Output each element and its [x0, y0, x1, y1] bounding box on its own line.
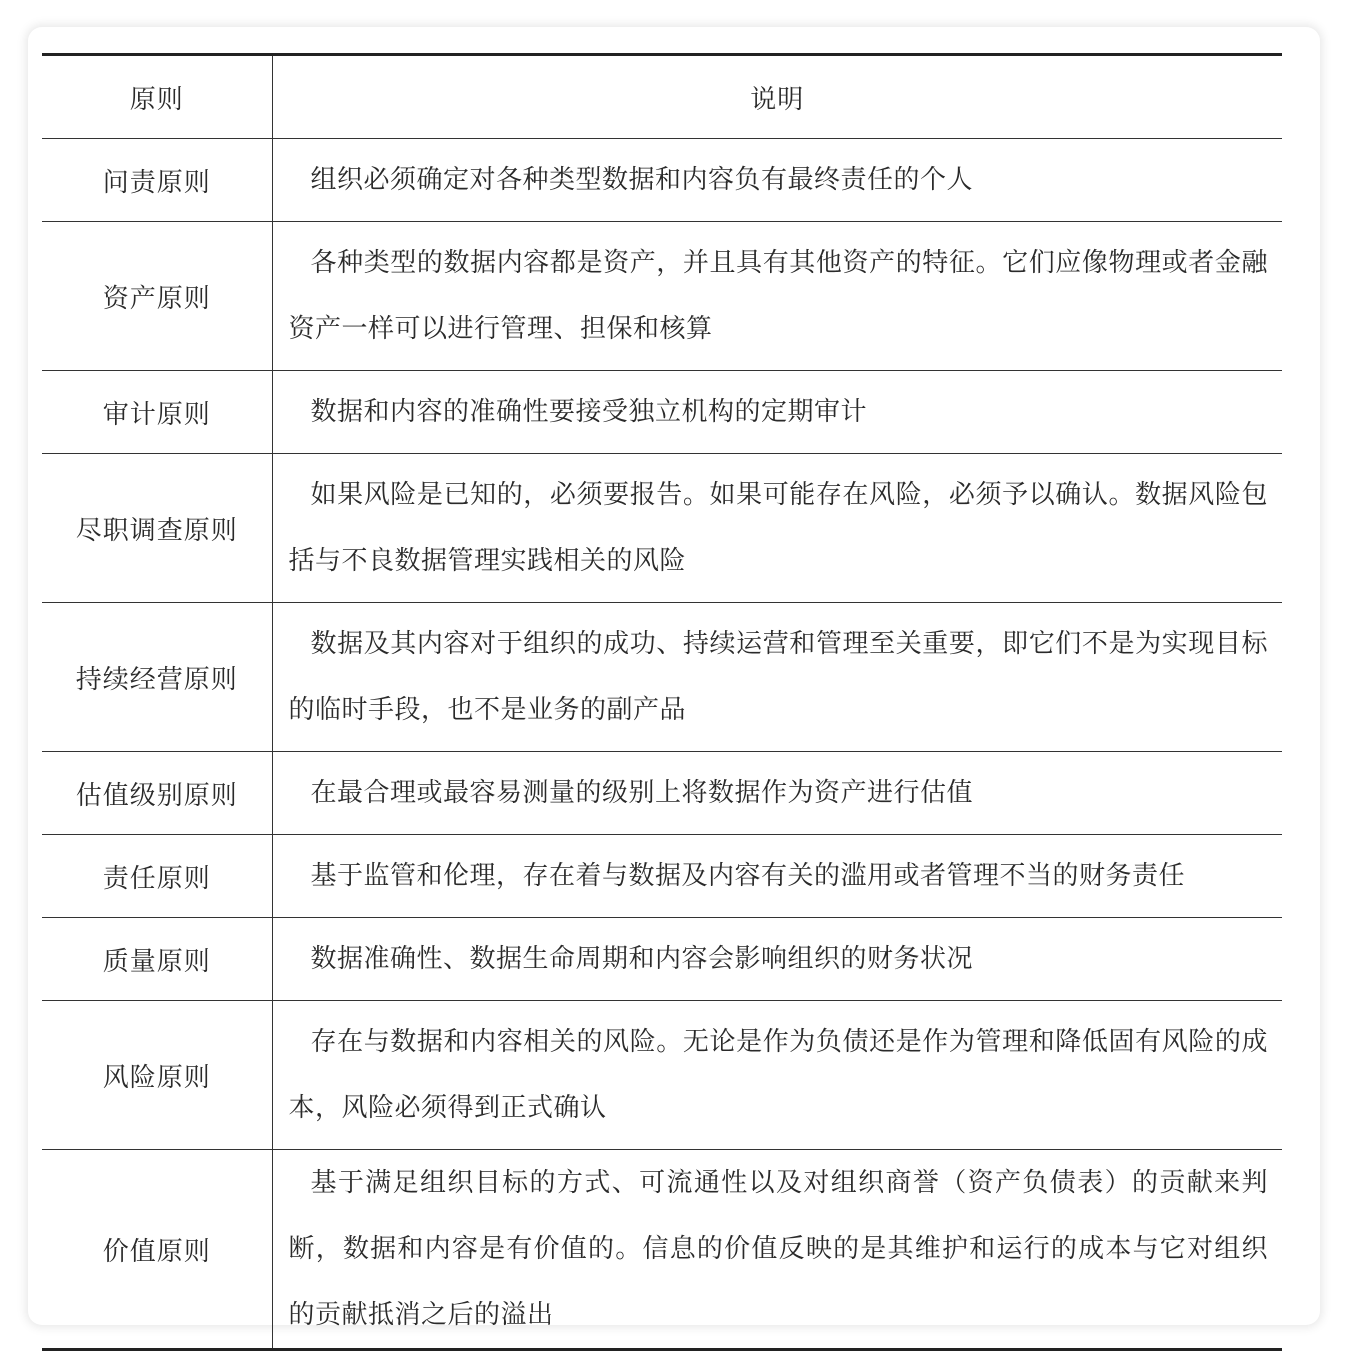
table-row: [42, 222, 1282, 371]
principle-description-text: 数据和内容的准确性要接受独立机构的定期审计: [310, 397, 868, 427]
principle-name: 质量原则: [42, 918, 272, 1001]
principle-description-text: 存在与数据和内容相关的风险。无论是作为负债还是作为管理和降低固有风险的成本，风险必须得到正式确认: [288, 1027, 1268, 1123]
principle-description: [272, 918, 1282, 1001]
principle-description-text: 各种类型的数据内容都是资产，并且具有其他资产的特征。它们应像物理或者金融资产一样可以进行管理、担保和核算: [288, 248, 1268, 344]
principle-description-text: 如果风险是已知的，必须要报告。如果可能存在风险，必须予以确认。数据风险包括与不良数据管理实践相关的风险: [288, 480, 1268, 576]
table-row: [42, 1150, 1282, 1350]
principle-description: [272, 1001, 1282, 1150]
principle-description-text: 数据准确性、数据生命周期和内容会影响组织的财务状况: [310, 944, 974, 974]
table-row: [42, 1001, 1282, 1150]
principle-description: [272, 371, 1282, 454]
principle-name: 审计原则: [42, 371, 272, 454]
principle-description: [272, 222, 1282, 371]
principle-name: 估值级别原则: [42, 752, 272, 835]
principle-name: 资产原则: [42, 222, 272, 371]
principle-name: 问责原则: [42, 139, 272, 222]
principle-description-text: 数据及其内容对于组织的成功、持续运营和管理至关重要，即它们不是为实现目标的临时手段，也不是业务的副产品: [288, 629, 1268, 725]
principle-description-text: 在最合理或最容易测量的级别上将数据作为资产进行估值: [310, 778, 974, 808]
principle-description-text: 组织必须确定对各种类型数据和内容负有最终责任的个人: [310, 165, 974, 195]
principle-description-text: 基于满足组织目标的方式、可流通性以及对组织商誉（资产负债表）的贡献来判断，数据和内容是有价值的。信息的价值反映的是其维护和运行的成本与它对组织的贡献抵消之后的溢出: [288, 1168, 1268, 1330]
header-description: 说明: [272, 55, 1282, 139]
table-row: [42, 603, 1282, 752]
principle-name: 价值原则: [42, 1150, 272, 1350]
principles-table: [42, 53, 1282, 1351]
table-row: [42, 139, 1282, 222]
principle-description: [272, 835, 1282, 918]
principle-name: 责任原则: [42, 835, 272, 918]
principle-description: [272, 139, 1282, 222]
table-row: [42, 835, 1282, 918]
table-row: [42, 454, 1282, 603]
principle-name: 持续经营原则: [42, 603, 272, 752]
principle-description: [272, 454, 1282, 603]
table-row: [42, 371, 1282, 454]
principle-name: 风险原则: [42, 1001, 272, 1150]
principle-description-text: 基于监管和伦理，存在着与数据及内容有关的滥用或者管理不当的财务责任: [310, 861, 1186, 891]
principle-description: [272, 1150, 1282, 1350]
header-principle: 原则: [42, 55, 272, 139]
principle-description: [272, 603, 1282, 752]
principle-name: 尽职调查原则: [42, 454, 272, 603]
table-row: [42, 918, 1282, 1001]
table-row: [42, 752, 1282, 835]
principle-description: [272, 752, 1282, 835]
table-header-row: [42, 55, 1282, 139]
